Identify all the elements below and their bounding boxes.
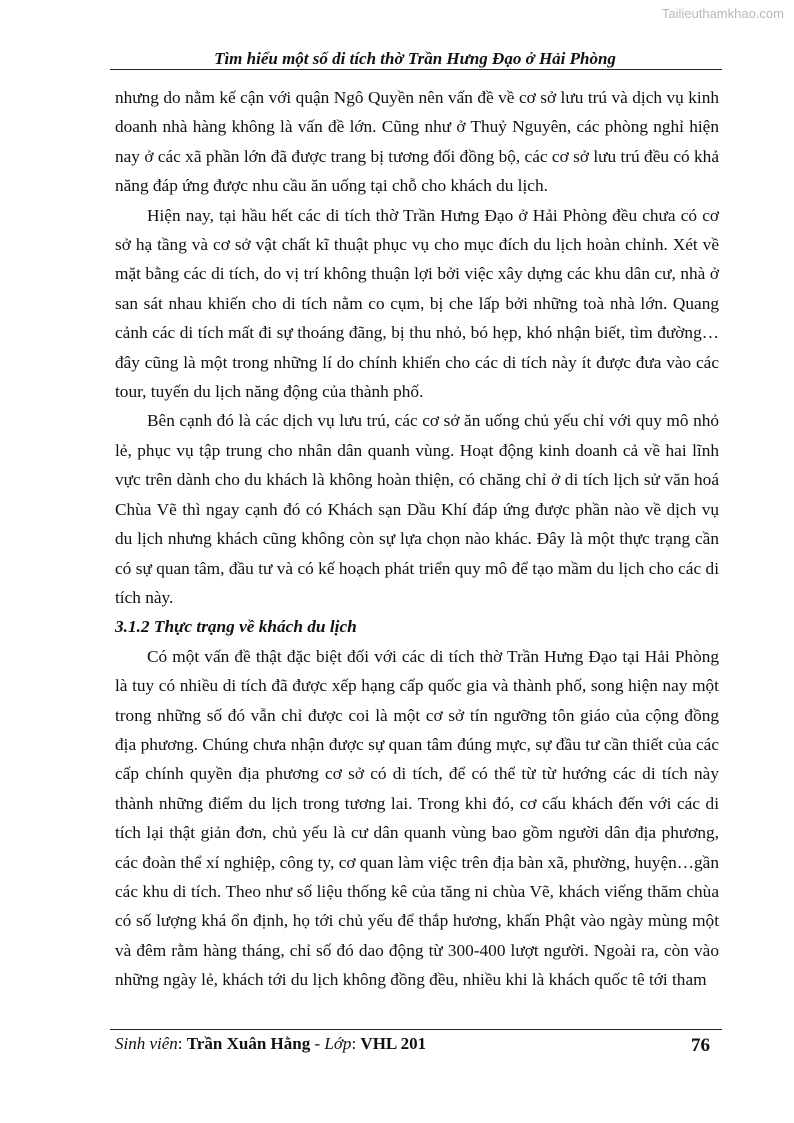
page-footer: Sinh viên: Trần Xuân Hằng - Lớp: VHL 201 76 [115,1030,720,1058]
paragraph-2: Hiện nay, tại hầu hết các di tích thờ Trần Hưng Đạo ở Hải Phòng đều chưa có cơ sở hạ tầng và cơ sở vật chất kĩ thuật phục vụ cho mục đích du lịch hoàn chỉnh. Xét về mặt bằng các di tích, do vị trí không thuận lợi bởi việc xây dựng các khu dân cư, nhà ở san sát nhau khiến cho di tích nằm co cụm, bị che lấp bởi những toà nhà lớn. Quang cảnh các di tích mất đi sự thoáng đãng, bị thu nhỏ, bó hẹp, khó nhận biết, tìm đường…đây cũng là một trong những lí do chính khiến cho các di tích này ít được đưa vào các tour, tuyến du lịch năng động của thành phố. [115,205,719,402]
class-label: Lớp [324,1034,352,1053]
section-heading: 3.1.2 Thực trạng về khách du lịch [115,617,357,637]
document-body [115,83,719,995]
page-number: 76 [691,1035,710,1056]
paragraph-4: Có một vấn đề thật đặc biệt đối với các di tích thờ Trần Hưng Đạo tại Hải Phòng là tuy có nhiều di tích đã được xếp hạng cấp quốc gia và thành phố, song hiện nay một trong những số đó vẫn chỉ được coi là một cơ sở tín ngưỡng tôn giáo của cộng đồng địa phương. Chúng chưa nhận được sự quan tâm đúng mực, sự đầu tư cần thiết của các cấp chính quyền địa phương cơ sở có di tích, để có thể từ từ hướng các di tích này thành những điểm du lịch trong tương lai. Trong khi đó, cơ cấu khách đến với các di tích lại thật giản đơn, chủ yếu là cư dân quanh vùng bao gồm người dân địa phương, các đoàn thể xí nghiệp, công ty, cơ quan làm việc trên địa bàn xã, phường, huyện…gần các khu di tích. Theo như số liệu thống kê của tăng ni chùa Vẽ, khách viếng thăm chùa có số lượng khá ổn định, họ tới chủ yếu để thắp hương, khấn Phật vào ngày mùng một và đêm rằm hàng tháng, chỉ số đó dao động từ 300-400 lượt người. Ngoài ra, còn vào những ngày lẻ, khách tới du lịch không đồng đều, nhiều khi là khách quốc tê tới tham [115,646,719,990]
student-label: Sinh viên [115,1034,178,1053]
paragraph-1: nhưng do nằm kế cận với quận Ngô Quyền nên vấn đề về cơ sở lưu trú và dịch vụ kinh doanh nhà hàng không là vấn đề lớn. Cũng như ở Thuỷ Nguyên, các phòng nghỉ hiện nay ở các xã phần lớn đã được trang bị tương đối đồng bộ, các cơ sở lưu trú đều có khả năng đáp ứng được nhu cầu ăn uống tại chỗ cho khách du lịch. [115,88,719,196]
class-value: VHL 201 [360,1034,427,1053]
footer-separator: - [310,1034,325,1053]
paragraph-3: Bên cạnh đó là các dịch vụ lưu trú, các cơ sở ăn uống chủ yếu chỉ với quy mô nhỏ lẻ, phục vụ tập trung cho nhân dân quanh vùng. Hoạt động kinh doanh cả về hai lĩnh vực trên dành cho du khách là không hoàn thiện, có chăng chỉ ở di tích lịch sử văn hoá Chùa Vẽ thì ngay cạnh đó có Khách sạn Dầu Khí đáp ứng được phần nào về dịch vụ du lịch nhưng khách cũng không còn sự lựa chọn nào khác. Đây là một thực trạng cần có sự quan tâm, đầu tư và có kế hoạch phát triển quy mô để tạo mầm du lịch cho các di tích này. [115,411,719,607]
page-header-title: Tìm hiểu một số di tích thờ Trần Hưng Đạo ở Hải Phòng [214,49,616,68]
header-divider [110,69,722,70]
student-name: Trần Xuân Hằng [186,1034,311,1053]
watermark-text: Tailieuthamkhao.com [661,6,784,21]
